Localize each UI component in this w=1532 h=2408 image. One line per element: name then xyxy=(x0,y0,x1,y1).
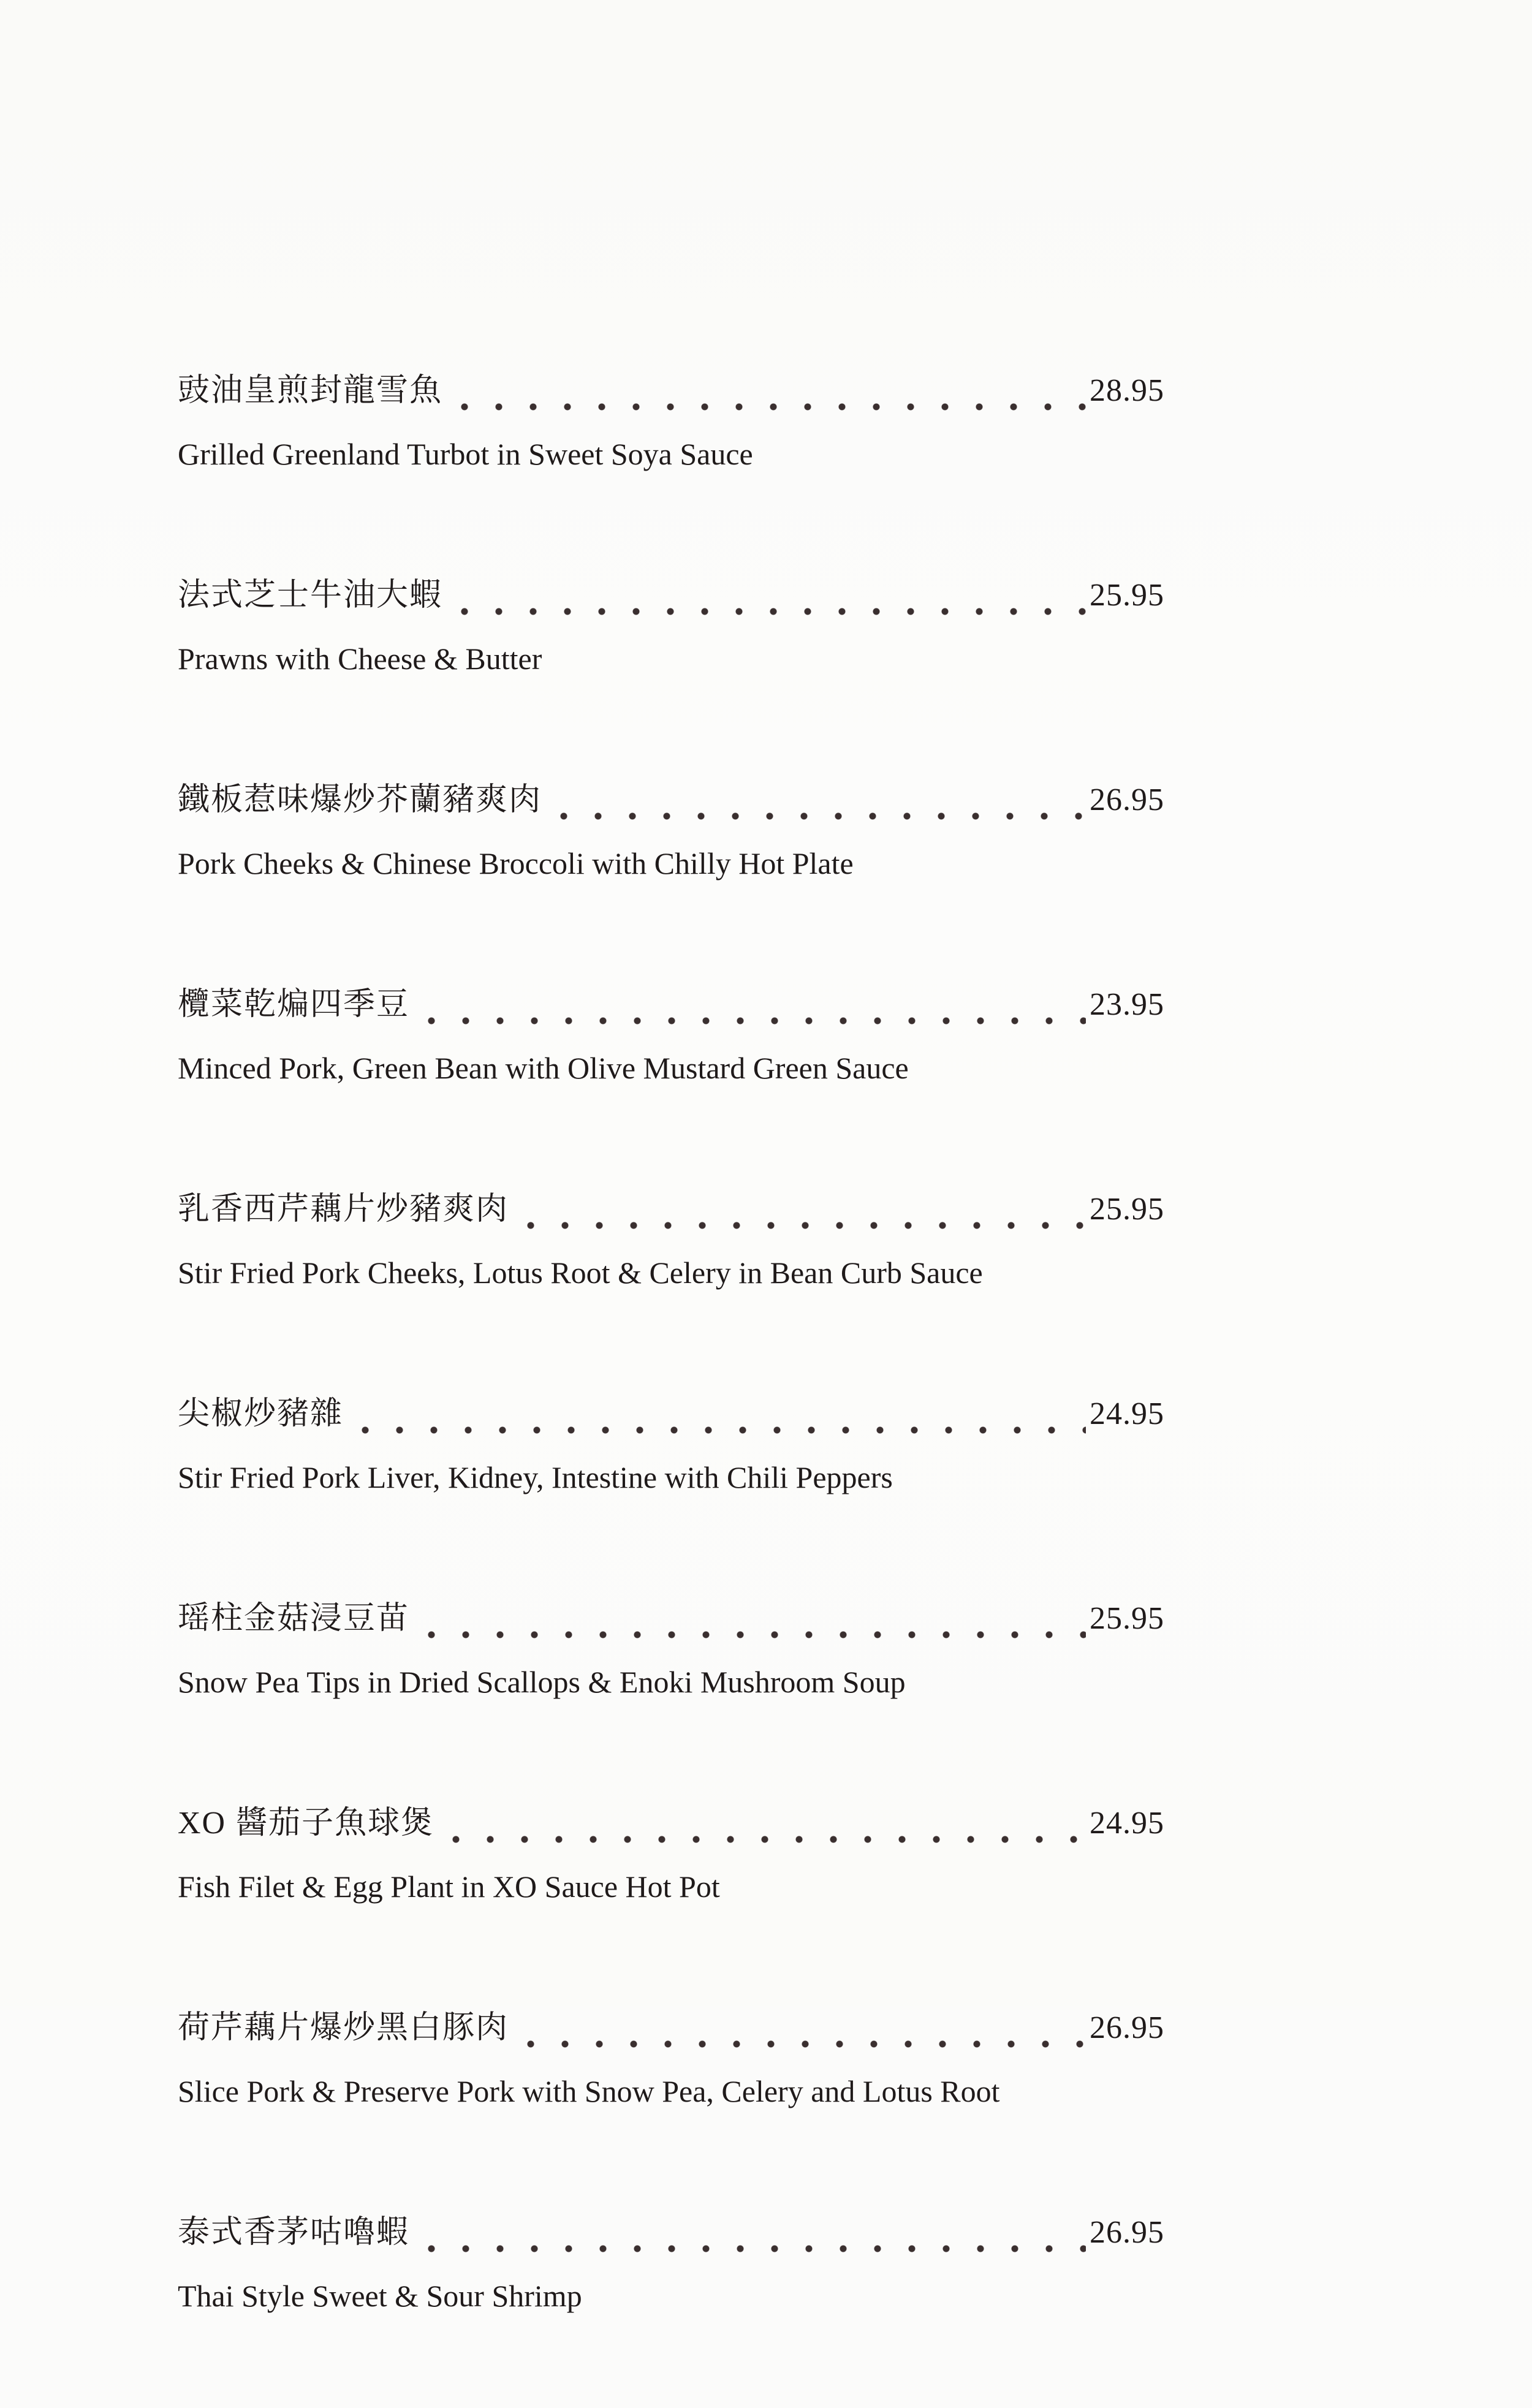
dish-english-name: Minced Pork, Green Bean with Olive Mustard Green Sauce xyxy=(178,1051,909,1085)
dish-english-name: Snow Pea Tips in Dried Scallops & Enoki Mushroom Soup xyxy=(178,1665,906,1699)
menu-item-row xyxy=(178,771,1164,830)
dot-leader xyxy=(547,771,1086,830)
menu-item xyxy=(178,975,1164,1180)
menu-item xyxy=(178,566,1164,771)
dot-leader xyxy=(439,1794,1086,1853)
menu-item-row xyxy=(178,1999,1164,2058)
menu-item xyxy=(178,1385,1164,1589)
menu-item-row xyxy=(178,1589,1164,1648)
menu-item xyxy=(178,1180,1164,1385)
dish-chinese-name: 鐵板惹味爆炒芥蘭豬爽肉 xyxy=(178,782,542,817)
dot-leader xyxy=(447,566,1086,625)
dot-leader xyxy=(348,1385,1086,1444)
dot-leader xyxy=(447,362,1086,420)
dish-chinese-name: XO 醬茄子魚球煲 xyxy=(178,1806,434,1841)
dish-chinese-name: 欖菜乾煸四季豆 xyxy=(178,987,410,1022)
dish-price: 26.95 xyxy=(1090,782,1164,817)
dish-price: 24.95 xyxy=(1090,1806,1164,1841)
dish-english-name: Stir Fried Pork Liver, Kidney, Intestine with Chili Peppers xyxy=(178,1460,893,1494)
dot-leader xyxy=(514,1180,1086,1239)
dish-price: 26.95 xyxy=(1090,2215,1164,2250)
menu-item-row xyxy=(178,566,1164,625)
menu-item xyxy=(178,1999,1164,2203)
dish-price: 23.95 xyxy=(1090,987,1164,1022)
dish-english-name: Pork Cheeks & Chinese Broccoli with Chilly Hot Plate xyxy=(178,846,854,880)
menu-item-row xyxy=(178,1385,1164,1444)
dish-chinese-name: 荷芹藕片爆炒黑白豚肉 xyxy=(178,2010,509,2045)
dish-english-name: Stir Fried Pork Cheeks, Lotus Root & Celery in Bean Curb Sauce xyxy=(178,1255,983,1290)
menu-item xyxy=(178,362,1164,566)
dish-chinese-name: 尖椒炒豬雜 xyxy=(178,1396,344,1431)
menu-item xyxy=(178,1794,1164,1999)
dish-chinese-name: 泰式香茅咕嚕蝦 xyxy=(178,2215,410,2250)
dish-chinese-name: 法式芝士牛油大蝦 xyxy=(178,578,443,613)
dish-english-name: Fish Filet & Egg Plant in XO Sauce Hot Pot xyxy=(178,1869,720,1904)
dot-leader xyxy=(414,1589,1086,1648)
dish-price: 26.95 xyxy=(1090,2010,1164,2045)
menu-item-row xyxy=(178,975,1164,1034)
dish-price: 28.95 xyxy=(1090,373,1164,408)
dish-english-name: Grilled Greenland Turbot in Sweet Soya Sauce xyxy=(178,437,753,471)
dish-english-name: Prawns with Cheese & Butter xyxy=(178,642,542,676)
dot-leader xyxy=(414,975,1086,1034)
menu-item-row xyxy=(178,1180,1164,1239)
menu-item-row xyxy=(178,362,1164,420)
dish-price: 25.95 xyxy=(1090,1192,1164,1227)
dish-chinese-name: 豉油皇煎封龍雪魚 xyxy=(178,373,443,408)
menu-item-row xyxy=(178,1794,1164,1853)
dish-price: 25.95 xyxy=(1090,578,1164,613)
dish-price: 24.95 xyxy=(1090,1396,1164,1431)
dish-chinese-name: 乳香西芹藕片炒豬爽肉 xyxy=(178,1192,509,1227)
dish-price: 25.95 xyxy=(1090,1601,1164,1636)
menu-item-row xyxy=(178,2203,1164,2262)
menu-list xyxy=(178,362,1164,2408)
dot-leader xyxy=(414,2203,1086,2262)
dish-chinese-name: 瑶柱金菇浸豆苗 xyxy=(178,1601,410,1636)
menu-item xyxy=(178,771,1164,975)
dot-leader xyxy=(514,1999,1086,2058)
menu-item xyxy=(178,2203,1164,2408)
menu-item xyxy=(178,1589,1164,1794)
dish-english-name: Thai Style Sweet & Sour Shrimp xyxy=(178,2279,582,2313)
dish-english-name: Slice Pork & Preserve Pork with Snow Pea, Celery and Lotus Root xyxy=(178,2074,1000,2108)
